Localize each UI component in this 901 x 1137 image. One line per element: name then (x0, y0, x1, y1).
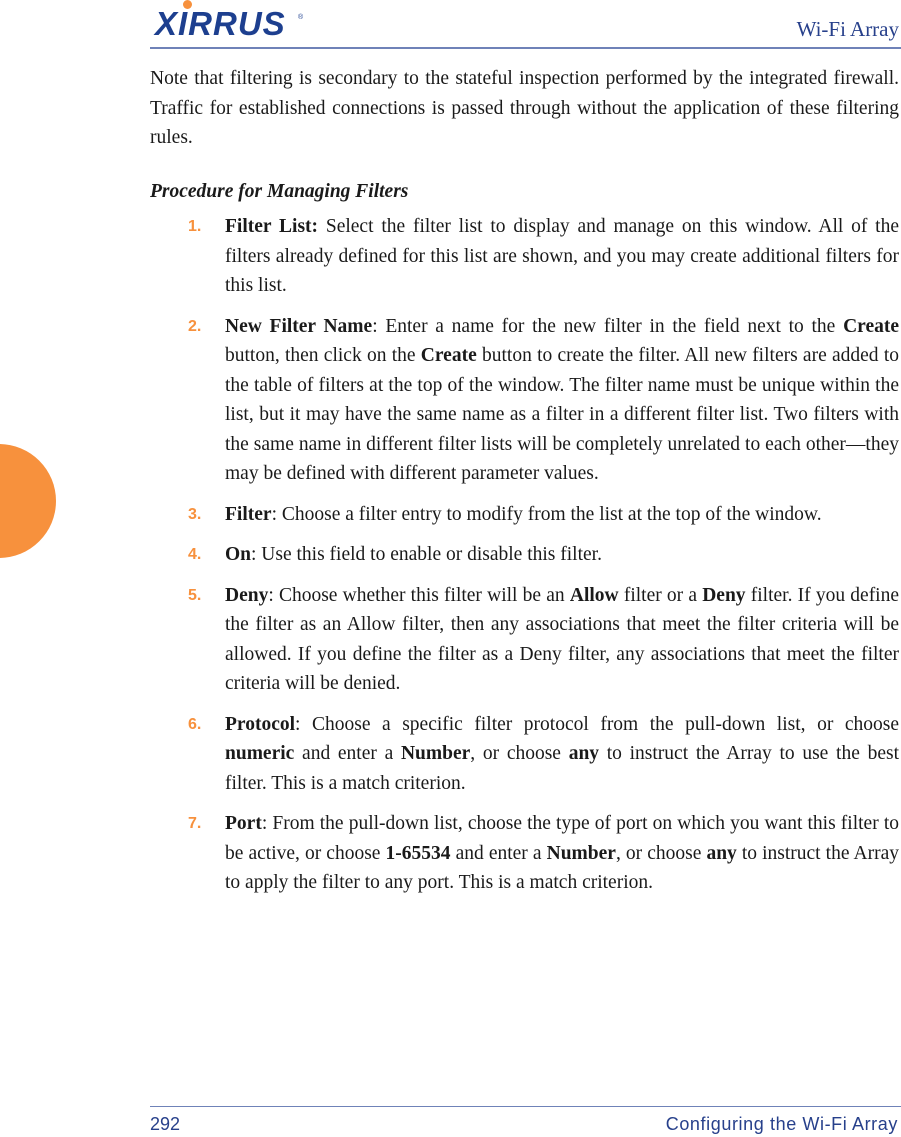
step-number: 1. (188, 218, 202, 235)
step-term: New Filter Name (225, 315, 373, 337)
step-text: , or choose (470, 743, 569, 764)
step-term: Port (225, 813, 262, 834)
step-term: Number (546, 842, 616, 864)
step-number: 2. (188, 317, 202, 335)
step-text: button, then click on the (225, 345, 421, 366)
header-divider (150, 47, 901, 49)
step-term: On (225, 544, 252, 565)
step-text: to instruct the Array to use the best filter. This is a match criterion. (225, 743, 899, 794)
step-text: to instruct the Array to apply the filter to any port. This is a match criterion. (225, 842, 899, 893)
step-term: Filter List: (225, 216, 319, 237)
footer-divider (150, 1106, 901, 1107)
step-text: Select the filter list to display and manage on this window. All of the filters already defined for this list are shown, and you may create additional filters for this list. (225, 216, 900, 296)
step-term: Create (420, 345, 477, 366)
step-text: : From the pull-down list, choose the type of port on which you want this filter to be active, or choose (225, 813, 899, 864)
procedure-heading: Procedure for Managing Filters (150, 180, 409, 202)
logo-text: XIRRUS (155, 5, 286, 42)
step-item (150, 809, 899, 898)
step-term: Deny (225, 584, 269, 606)
step-text: : Choose a specific filter protocol from the pull-down list, or choose (295, 713, 899, 735)
step-term: Protocol (225, 713, 296, 735)
step-text: , or choose (615, 842, 707, 864)
step-item (150, 500, 899, 530)
chapter-tab-marker (0, 444, 56, 558)
step-item (150, 710, 899, 799)
step-term: Allow (569, 584, 619, 606)
page-content (150, 64, 899, 909)
step-text: : Choose whether this filter will be an (268, 584, 570, 606)
page-number: 292 (150, 1114, 181, 1134)
step-text: filter. If you define the filter as an Allow filter, then any associations that meet the filter criteria will be allowed. If you define the filter as a Deny filter, any associations that meet the filter criteria will be denied. (225, 584, 900, 694)
step-term: 1-65534 (385, 842, 451, 864)
step-item (150, 540, 899, 570)
step-text: : Choose a filter entry to modify from the list at the top of the window. (271, 503, 822, 525)
header-title: Wi-Fi Array (796, 17, 899, 41)
step-number: 4. (188, 546, 202, 563)
step-term: Create (843, 315, 900, 337)
step-number: 3. (188, 505, 202, 523)
step-item (150, 312, 899, 489)
step-item (150, 212, 899, 301)
step-number: 6. (188, 715, 202, 733)
step-term: any (568, 743, 600, 764)
step-term: Deny (702, 584, 746, 606)
footer-title: Configuring the Wi-Fi Array (665, 1114, 898, 1134)
step-term: numeric (225, 743, 295, 764)
step-item (150, 581, 899, 699)
step-text: button to create the filter. All new filters are added to the table of filters at the top of the window. The filter name must be unique within the list, but it may have the same name as a filter in a different filter list. Two filters with the same name in different filter lists will be completely unrelated to each other—they may be defined with different parameter values. (225, 345, 899, 484)
step-text: filter or a (618, 584, 703, 606)
step-text: and enter a (294, 743, 401, 764)
procedure-steps (150, 212, 899, 898)
step-term: Number (400, 743, 471, 764)
step-term: any (706, 842, 737, 864)
step-text: : Use this field to enable or disable this filter. (251, 544, 602, 565)
intro-paragraph: Note that filtering is secondary to the stateful inspection performed by the integrated firewall. Traffic for established connections is passed through without the application of these filtering rules. (150, 68, 899, 148)
logo-registered-mark: ® (298, 14, 304, 21)
step-number: 5. (188, 586, 202, 604)
step-number: 7. (188, 815, 202, 832)
step-text: : Enter a name for the new filter in the field next to the (372, 315, 844, 337)
step-text: and enter a (450, 842, 547, 864)
step-term: Filter (225, 503, 272, 525)
